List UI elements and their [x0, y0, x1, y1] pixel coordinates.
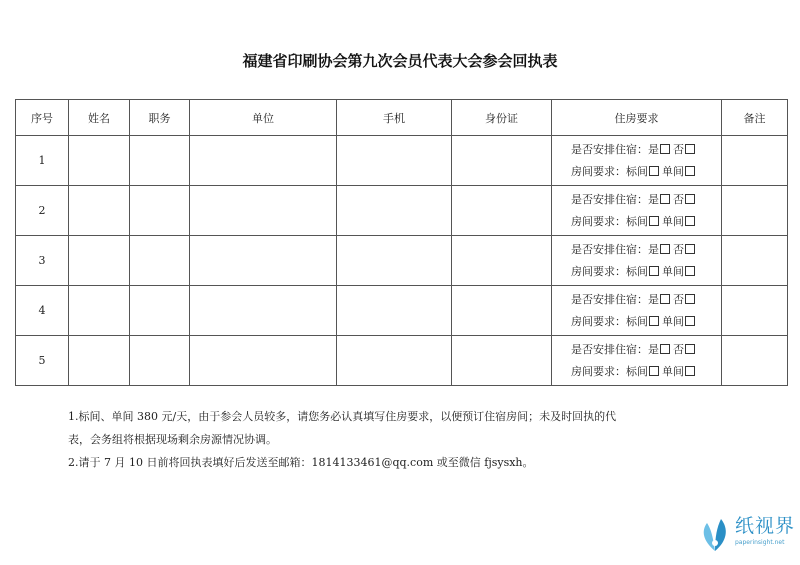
option-yes-label: 是	[648, 192, 659, 206]
cell-housing	[552, 286, 722, 336]
note-line-2: 2.请于 7 月 10 日前将回执表填好后发送至邮箱：1814133461@qq.com 或至微信 fjsysxh。	[68, 456, 534, 469]
cell-seq: 2	[16, 186, 69, 236]
housing-room-label: 房间要求：	[571, 164, 626, 178]
checkbox-no[interactable]	[685, 144, 695, 154]
cell-name[interactable]	[69, 186, 130, 236]
option-single-label: 单间	[662, 314, 684, 328]
option-no-label: 否	[673, 292, 684, 306]
checkbox-standard[interactable]	[649, 266, 659, 276]
cell-phone[interactable]	[337, 186, 452, 236]
cell-seq: 3	[16, 236, 69, 286]
option-single-label: 单间	[662, 214, 684, 228]
checkbox-single[interactable]	[685, 216, 695, 226]
housing-line-2	[571, 311, 721, 333]
cell-seq: 5	[16, 336, 69, 386]
cell-id-card[interactable]	[452, 236, 552, 286]
housing-room-label: 房间要求：	[571, 214, 626, 228]
option-standard-label: 标间	[626, 214, 648, 228]
note-line-1: 1.标间、单间 380 元/天，由于参会人员较多，请您务必认真填写住房要求，以便预订住宿房间；未及时回执的代	[68, 410, 617, 423]
cell-remarks[interactable]	[722, 286, 788, 336]
page-title: 福建省印刷协会第九次会员代表大会参会回执表	[242, 52, 558, 70]
housing-room-label: 房间要求：	[571, 264, 626, 278]
housing-line-1	[571, 189, 721, 211]
cell-name[interactable]	[69, 236, 130, 286]
cell-phone[interactable]	[337, 286, 452, 336]
table-row	[16, 336, 788, 386]
cell-id-card[interactable]	[452, 336, 552, 386]
table-row	[16, 286, 788, 336]
table-header-row	[16, 100, 788, 136]
checkbox-single[interactable]	[685, 166, 695, 176]
header-seq: 序号	[16, 100, 69, 136]
header-unit: 单位	[190, 100, 337, 136]
cell-unit[interactable]	[190, 186, 337, 236]
option-single-label: 单间	[662, 164, 684, 178]
housing-arrange-label: 是否安排住宿：	[571, 342, 648, 356]
cell-remarks[interactable]	[722, 186, 788, 236]
cell-id-card[interactable]	[452, 136, 552, 186]
checkbox-no[interactable]	[685, 194, 695, 204]
option-standard-label: 标间	[626, 164, 648, 178]
checkbox-no[interactable]	[685, 294, 695, 304]
cell-position[interactable]	[130, 286, 190, 336]
cell-name[interactable]	[69, 286, 130, 336]
checkbox-yes[interactable]	[660, 294, 670, 304]
watermark-text: 纸视界	[735, 515, 796, 537]
option-yes-label: 是	[648, 342, 659, 356]
registration-table	[15, 99, 788, 386]
header-position: 职务	[130, 100, 190, 136]
watermark-logo	[697, 505, 796, 559]
table-row	[16, 136, 788, 186]
housing-room-label: 房间要求：	[571, 314, 626, 328]
cell-phone[interactable]	[337, 236, 452, 286]
cell-phone[interactable]	[337, 336, 452, 386]
cell-housing	[552, 336, 722, 386]
housing-room-label: 房间要求：	[571, 364, 626, 378]
checkbox-standard[interactable]	[649, 316, 659, 326]
cell-seq: 1	[16, 136, 69, 186]
table-row	[16, 186, 788, 236]
cell-housing	[552, 186, 722, 236]
checkbox-yes[interactable]	[660, 194, 670, 204]
cell-unit[interactable]	[190, 286, 337, 336]
cell-housing	[552, 136, 722, 186]
housing-arrange-label: 是否安排住宿：	[571, 142, 648, 156]
option-yes-label: 是	[648, 242, 659, 256]
cell-remarks[interactable]	[722, 236, 788, 286]
checkbox-single[interactable]	[685, 266, 695, 276]
checkbox-single[interactable]	[685, 316, 695, 326]
cell-name[interactable]	[69, 136, 130, 186]
option-single-label: 单间	[662, 264, 684, 278]
housing-line-2	[571, 361, 721, 383]
cell-seq: 4	[16, 286, 69, 336]
housing-arrange-label: 是否安排住宿：	[571, 292, 648, 306]
checkbox-standard[interactable]	[649, 166, 659, 176]
checkbox-standard[interactable]	[649, 366, 659, 376]
housing-line-1	[571, 339, 721, 361]
checkbox-yes[interactable]	[660, 144, 670, 154]
housing-arrange-label: 是否安排住宿：	[571, 192, 648, 206]
housing-line-2	[571, 261, 721, 283]
table-body	[16, 136, 788, 386]
checkbox-yes[interactable]	[660, 344, 670, 354]
option-single-label: 单间	[662, 364, 684, 378]
cell-remarks[interactable]	[722, 336, 788, 386]
option-yes-label: 是	[648, 292, 659, 306]
checkbox-no[interactable]	[685, 244, 695, 254]
leaf-icon	[699, 513, 731, 553]
header-remarks: 备注	[722, 100, 788, 136]
cell-position[interactable]	[130, 136, 190, 186]
option-yes-label: 是	[648, 142, 659, 156]
cell-id-card[interactable]	[452, 186, 552, 236]
cell-position[interactable]	[130, 236, 190, 286]
header-name: 姓名	[69, 100, 130, 136]
header-housing: 住房要求	[552, 100, 722, 136]
cell-id-card[interactable]	[452, 286, 552, 336]
housing-arrange-label: 是否安排住宿：	[571, 242, 648, 256]
checkbox-no[interactable]	[685, 344, 695, 354]
checkbox-standard[interactable]	[649, 216, 659, 226]
housing-line-2	[571, 161, 721, 183]
watermark-url: paperinsight.net	[735, 539, 785, 546]
cell-name[interactable]	[69, 336, 130, 386]
housing-line-1	[571, 139, 721, 161]
header-phone: 手机	[337, 100, 452, 136]
option-standard-label: 标间	[626, 314, 648, 328]
cell-unit[interactable]	[190, 136, 337, 186]
option-no-label: 否	[673, 342, 684, 356]
housing-line-1	[571, 239, 721, 261]
checkbox-single[interactable]	[685, 366, 695, 376]
table-row	[16, 236, 788, 286]
housing-line-2	[571, 211, 721, 233]
option-no-label: 否	[673, 192, 684, 206]
cell-housing	[552, 236, 722, 286]
header-id-card: 身份证	[452, 100, 552, 136]
option-no-label: 否	[673, 142, 684, 156]
note-line-1-cont: 表，会务组将根据现场剩余房源情况协调。	[68, 433, 277, 446]
cell-remarks[interactable]	[722, 136, 788, 186]
cell-unit[interactable]	[190, 336, 337, 386]
cell-position[interactable]	[130, 186, 190, 236]
option-no-label: 否	[673, 242, 684, 256]
notes	[68, 405, 708, 474]
cell-unit[interactable]	[190, 236, 337, 286]
housing-line-1	[571, 289, 721, 311]
cell-position[interactable]	[130, 336, 190, 386]
option-standard-label: 标间	[626, 264, 648, 278]
cell-phone[interactable]	[337, 136, 452, 186]
option-standard-label: 标间	[626, 364, 648, 378]
checkbox-yes[interactable]	[660, 244, 670, 254]
